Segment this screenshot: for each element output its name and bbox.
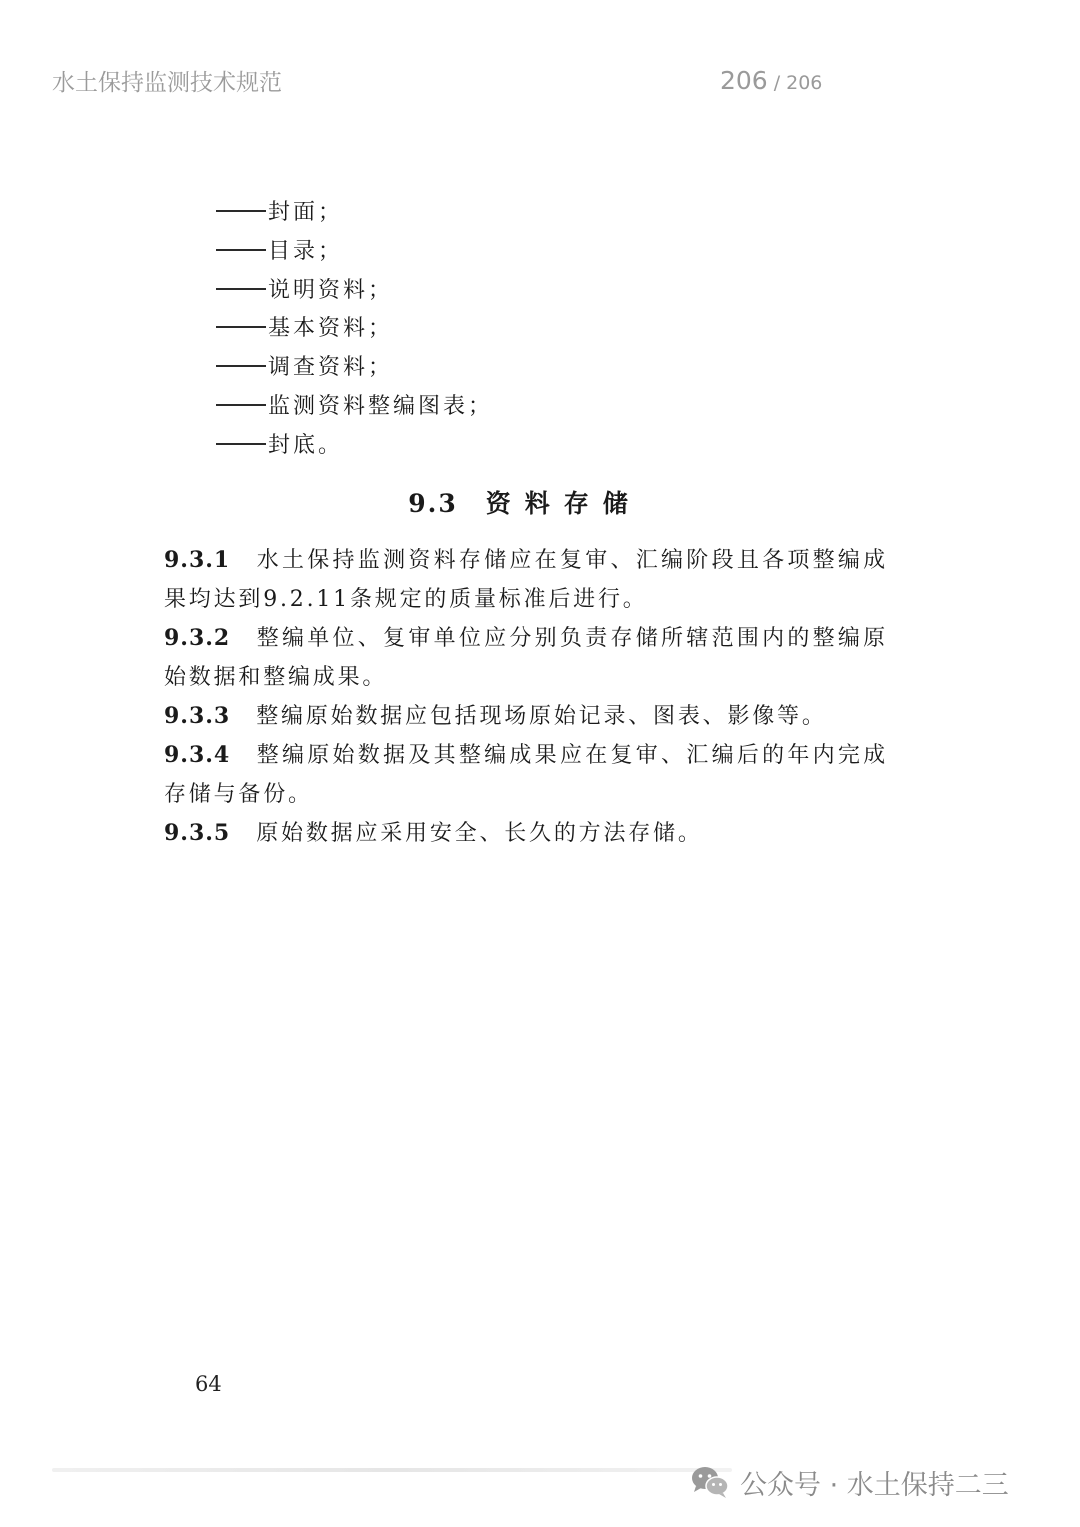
clause (164, 541, 888, 619)
section-title: 资料存储 (485, 489, 642, 518)
section-heading (0, 484, 1050, 520)
watermark (690, 1462, 1009, 1502)
clause-text: 整编原始数据及其整编成果应在复审、汇编后的年内完成存储与备份。 (164, 743, 888, 807)
dash-mark (216, 249, 266, 251)
clause-number: 9.3.3 (164, 703, 231, 729)
list-item-text: 目录； (268, 238, 344, 264)
list-item-text: 调查资料； (268, 355, 394, 381)
clause-number: 9.3.2 (164, 625, 231, 651)
dash-mark (216, 365, 266, 367)
list-item (216, 272, 493, 311)
section-number: 9.3 (408, 489, 458, 518)
page-number: 64 (195, 1372, 222, 1396)
contents-list (216, 194, 493, 466)
list-item (216, 427, 493, 466)
list-item (216, 233, 493, 272)
clause-list (164, 541, 888, 853)
dash-mark (216, 404, 266, 406)
page-separator: / (773, 72, 781, 94)
footer-divider (52, 1468, 732, 1472)
clause (164, 814, 888, 853)
clause-text: 原始数据应采用安全、长久的方法存储。 (256, 821, 703, 846)
dash-mark (216, 443, 266, 445)
dash-mark (216, 326, 266, 328)
list-item (216, 194, 493, 233)
clause-text: 整编原始数据应包括现场原始记录、图表、影像等。 (256, 704, 827, 729)
list-item (216, 310, 493, 349)
dash-mark (216, 210, 266, 212)
current-page: 206 (720, 66, 768, 95)
list-item (216, 349, 493, 388)
page-indicator (720, 66, 822, 95)
total-pages: 206 (786, 72, 823, 94)
clause-number: 9.3.1 (164, 547, 231, 573)
list-item (216, 388, 493, 427)
clause-number: 9.3.4 (164, 742, 231, 768)
clause (164, 697, 888, 736)
wechat-icon (690, 1465, 730, 1499)
list-item-text: 监测资料整编图表； (268, 393, 494, 419)
clause (164, 619, 888, 697)
clause (164, 736, 888, 814)
list-item-text: 基本资料； (268, 316, 394, 342)
watermark-text: 公众号 · 水土保持二三 (740, 1469, 1009, 1501)
list-item-text: 封底。 (268, 432, 344, 458)
dash-mark (216, 288, 266, 290)
list-item-text: 说明资料； (268, 277, 394, 303)
clause-number: 9.3.5 (164, 820, 231, 846)
list-item-text: 封面； (268, 200, 344, 225)
clause-text: 水土保持监测资料存储应在复审、汇编阶段且各项整编成果均达到9.2.11条规定的质量标准后进行。 (164, 548, 888, 612)
clause-text: 整编单位、复审单位应分别负责存储所辖范围内的整编原始数据和整编成果。 (164, 626, 888, 690)
document-title: 水土保持监测技术规范 (52, 70, 282, 96)
